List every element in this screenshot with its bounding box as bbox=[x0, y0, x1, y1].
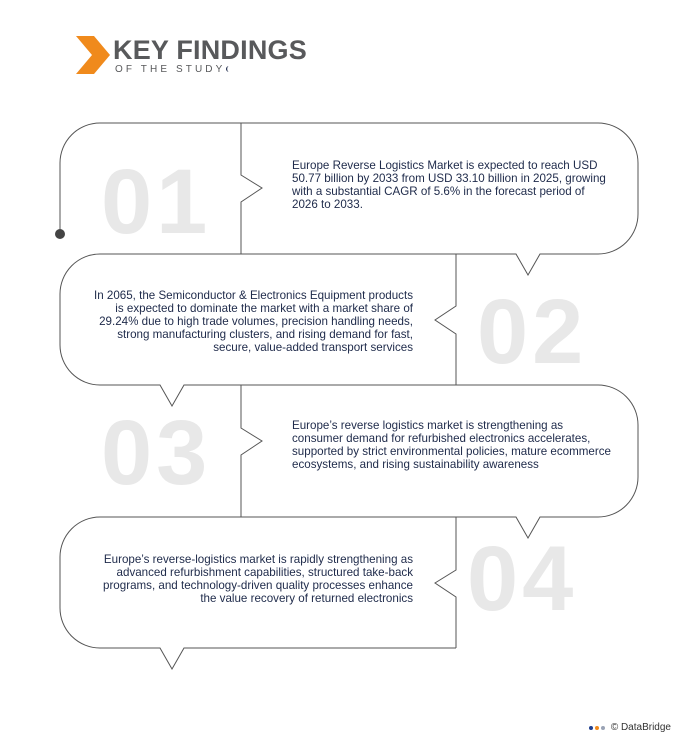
finding-text-1: Europe Reverse Logistics Market is expected to reach USD 50.77 billion by 2033 from USD 33.10 billion in 2025, growing with a substantial CAGR of 5.6% in the forecast period of 2026 to 2033. bbox=[292, 159, 606, 211]
finding-text-2: In 2065, the Semiconductor & Electronics Equipment products is expected to dominate the market with a market share of 29.24% due to high trade volumes, precision handling needs, strong manufacturing clusters, and rising demand for fast, secure, value-added transport services bbox=[93, 289, 413, 354]
finding-box-2-connector bbox=[435, 254, 456, 385]
start-dot bbox=[55, 229, 65, 239]
finding-number-4: 04 bbox=[467, 528, 578, 630]
finding-text-3: Europe’s reverse logistics market is strengthening as consumer demand for refurbished electronics accelerates, supported by strict environmental policies, mature ecommerce ecosystems, and rising sustainability awareness bbox=[292, 419, 611, 471]
page-subtitle: OF THE STUDY bbox=[115, 64, 226, 75]
brand-name: © DataBridge bbox=[610, 722, 671, 733]
finding-number-3: 03 bbox=[101, 402, 212, 504]
finding-box-4-connector bbox=[435, 517, 456, 648]
finding-number-1: 01 bbox=[101, 151, 212, 253]
finding-box-3-connector bbox=[241, 385, 262, 517]
finding-number-2: 02 bbox=[477, 281, 588, 383]
page-title: KEY FINDINGS bbox=[113, 35, 307, 65]
brand-dots-icon bbox=[589, 726, 605, 730]
finding-text-4: Europe’s reverse-logistics market is rapidly strengthening as advanced refurbishment capabilities, structured take-back programs, and technology-driven quality processes enhance the value recovery of returned electronics bbox=[103, 553, 413, 605]
brand-footer bbox=[589, 722, 671, 733]
finding-box-1-connector bbox=[241, 123, 262, 254]
